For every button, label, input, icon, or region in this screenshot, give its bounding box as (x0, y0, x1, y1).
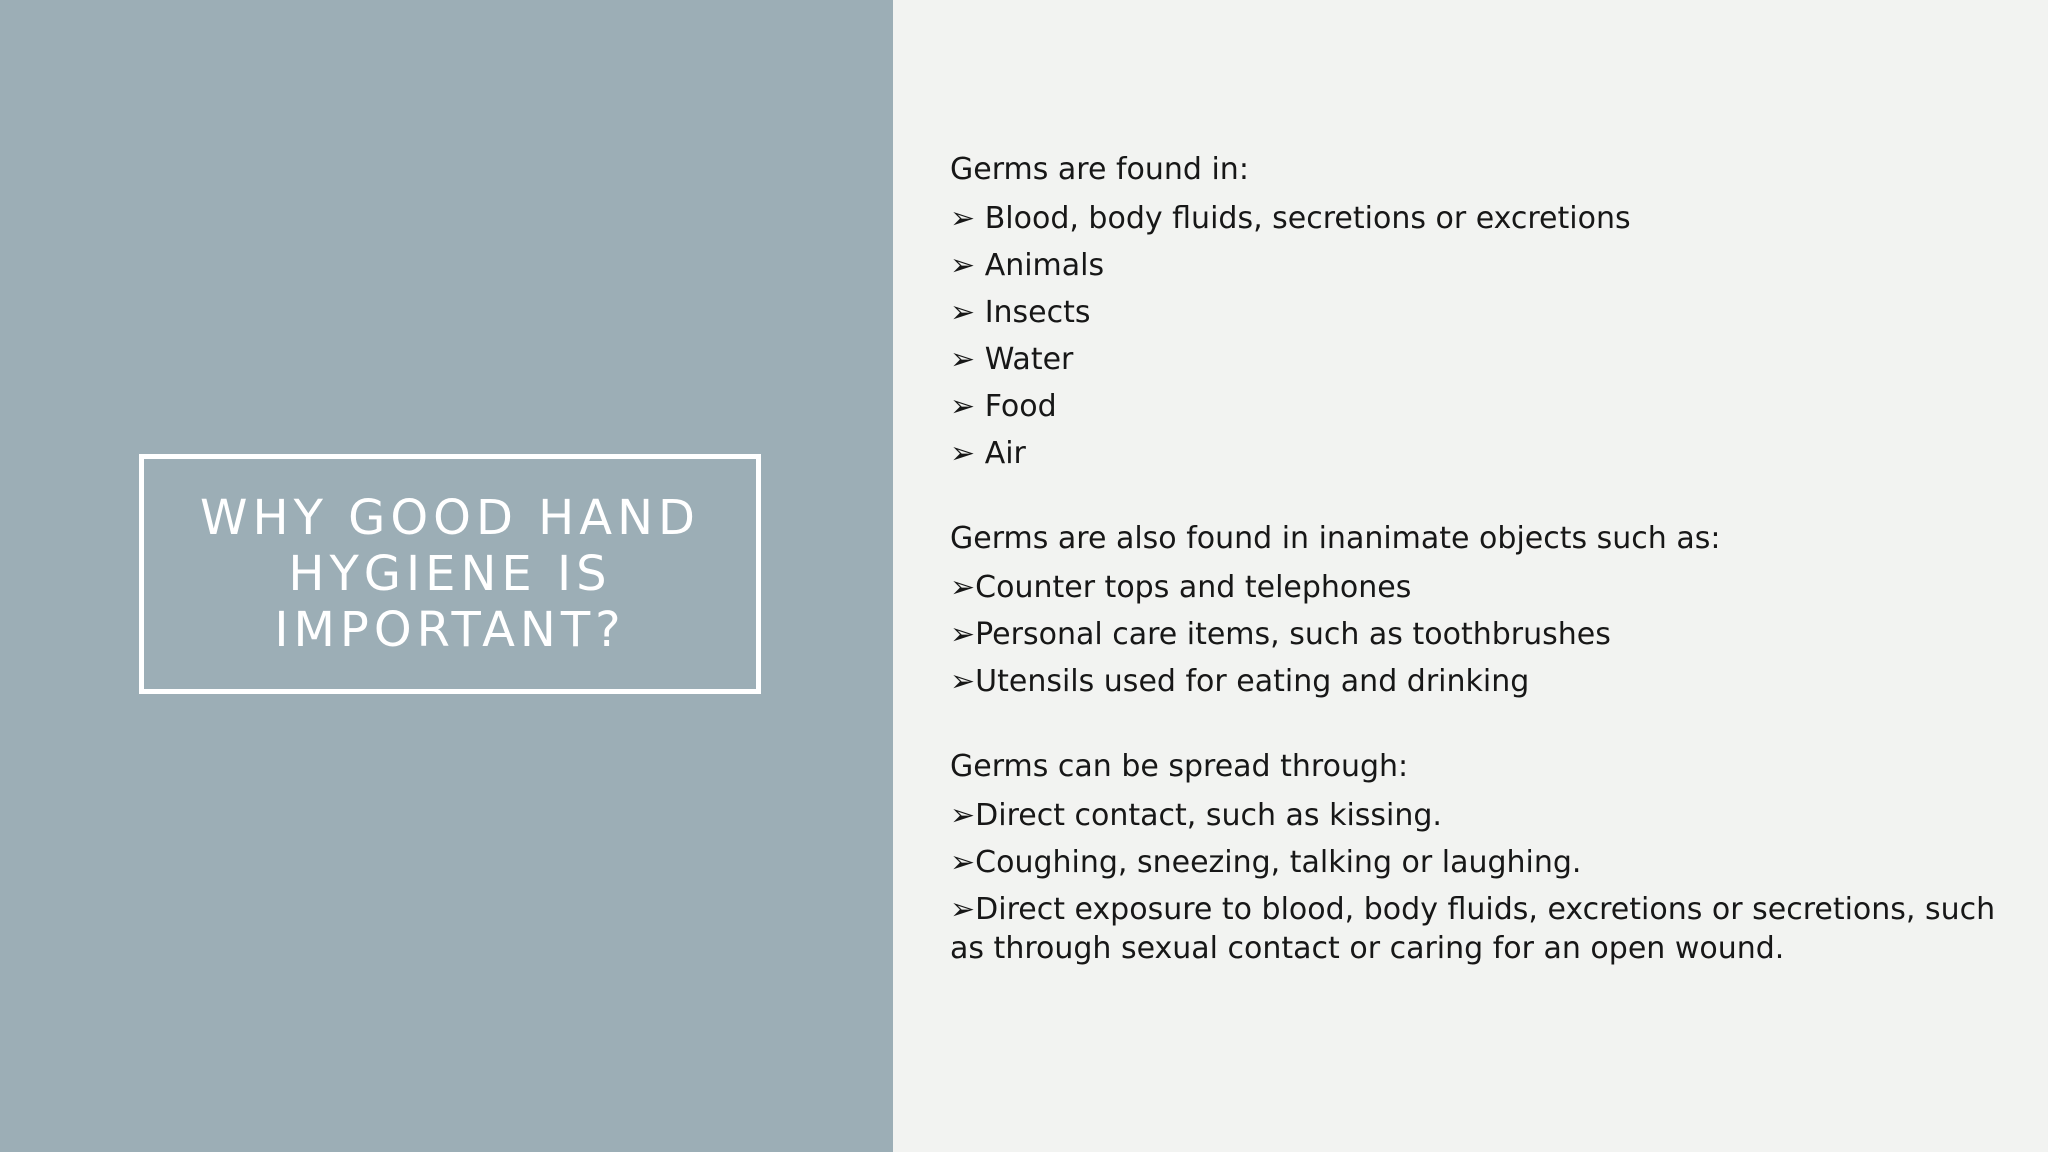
list-item (950, 293, 2028, 332)
arrow-bullet-icon: ➢ (950, 248, 985, 283)
list-item (950, 340, 2028, 379)
list-item (950, 199, 2028, 238)
list-item (950, 568, 2028, 607)
arrow-bullet-icon: ➢ (950, 664, 976, 699)
inanimate-objects-section (950, 519, 2028, 701)
spread-methods-list (950, 796, 2028, 968)
title-box (139, 454, 761, 694)
list-item-text: Air (984, 436, 1026, 471)
list-item-text: Water (984, 342, 1074, 377)
list-item-text: Insects (984, 295, 1091, 330)
list-item-text: Personal care items, such as toothbrushes (975, 617, 1611, 652)
list-item (950, 662, 2028, 701)
arrow-bullet-icon: ➢ (950, 892, 976, 927)
list-item (950, 246, 2028, 285)
list-item-text: Counter tops and telephones (975, 570, 1412, 605)
germ-sources-section (950, 150, 2028, 473)
arrow-bullet-icon: ➢ (950, 845, 976, 880)
list-item-text: Direct exposure to blood, body fluids, excretions or secretions, such as through sexual contact or caring for an open wound. (950, 892, 1996, 966)
list-item (950, 843, 2028, 882)
list-item (950, 615, 2028, 654)
arrow-bullet-icon: ➢ (950, 617, 976, 652)
arrow-bullet-icon: ➢ (950, 798, 976, 833)
list-item (950, 796, 2028, 835)
slide-content (950, 150, 2028, 968)
list-item-text: Utensils used for eating and drinking (975, 664, 1530, 699)
list-item-text: Coughing, sneezing, talking or laughing. (975, 845, 1582, 880)
arrow-bullet-icon: ➢ (950, 342, 985, 377)
arrow-bullet-icon: ➢ (950, 201, 985, 236)
section-heading: Germs are also found in inanimate objects such as: (950, 521, 1721, 556)
arrow-bullet-icon: ➢ (950, 570, 976, 605)
arrow-bullet-icon: ➢ (950, 295, 985, 330)
right-panel (893, 0, 2048, 1152)
list-item (950, 387, 2028, 426)
list-item-text: Blood, body fluids, secretions or excretions (984, 201, 1631, 236)
arrow-bullet-icon: ➢ (950, 436, 985, 471)
arrow-bullet-icon: ➢ (950, 389, 985, 424)
section-heading: Germs are found in: (950, 152, 1249, 187)
left-panel (0, 0, 893, 1152)
section-heading: Germs can be spread through: (950, 749, 1409, 784)
list-item (950, 890, 2028, 968)
spread-methods-section (950, 747, 2028, 968)
list-item (950, 434, 2028, 473)
slide-title: WHY GOOD HAND HYGIENE IS IMPORTANT? (200, 490, 700, 658)
inanimate-objects-list (950, 568, 2028, 701)
list-item-text: Food (984, 389, 1057, 424)
list-item-text: Animals (984, 248, 1105, 283)
germ-sources-list (950, 199, 2028, 473)
list-item-text: Direct contact, such as kissing. (975, 798, 1442, 833)
